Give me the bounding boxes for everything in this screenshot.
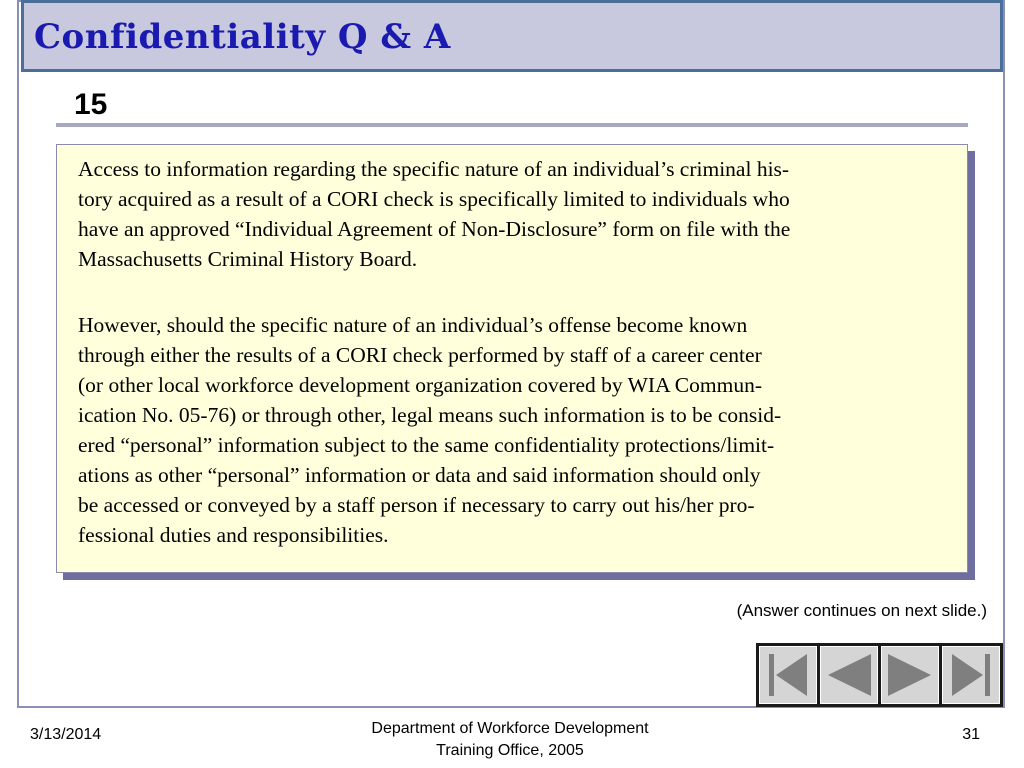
answer-paragraph: Access to information regarding the specific nature of an individual’s criminal his- tory acquired as a result of a CORI check is specifically limited to individuals who have an approved “Individual Agreement of Non-Disclosure” form on file with the Massachusetts Criminal History Board. — [78, 157, 791, 271]
previous-slide-button[interactable] — [820, 646, 878, 704]
last-slide-button[interactable] — [942, 646, 1000, 704]
page-number: 31 — [962, 726, 980, 743]
footer-date: 3/13/2014 — [30, 726, 102, 743]
skip-to-first-icon — [764, 650, 812, 700]
title-bar — [21, 0, 1003, 72]
divider-rule — [56, 123, 968, 127]
slide-title: Confidentiality Q & A — [34, 17, 451, 57]
footer-org-line: Training Office, 2005 — [436, 742, 584, 759]
slide-navigation-bar — [756, 643, 1003, 707]
previous-triangle-icon — [825, 650, 873, 700]
skip-to-last-icon — [947, 650, 995, 700]
next-triangle-icon — [886, 650, 934, 700]
answer-box — [56, 144, 968, 573]
footer-organization — [300, 718, 720, 762]
continues-note: (Answer continues on next slide.) — [736, 601, 987, 620]
first-slide-button[interactable] — [759, 646, 817, 704]
answer-paragraph: However, should the specific nature of an individual’s offense become known through either the results of a CORI check performed by staff of a career center (or other local workforce development organization covered by WIA Commun- ication No. 05-76) or through other, legal means such information is to be consid- ered “personal” information subject to the same confidentiality protections/limit- ations as other “personal” information or data and said information should only be accessed or conveyed by a staff person if necessary to carry out his/her pro- fessional duties and responsibilities. — [78, 313, 782, 547]
next-slide-button[interactable] — [881, 646, 939, 704]
question-number: 15 — [74, 88, 108, 121]
footer-org-line: Department of Workforce Development — [371, 720, 649, 737]
